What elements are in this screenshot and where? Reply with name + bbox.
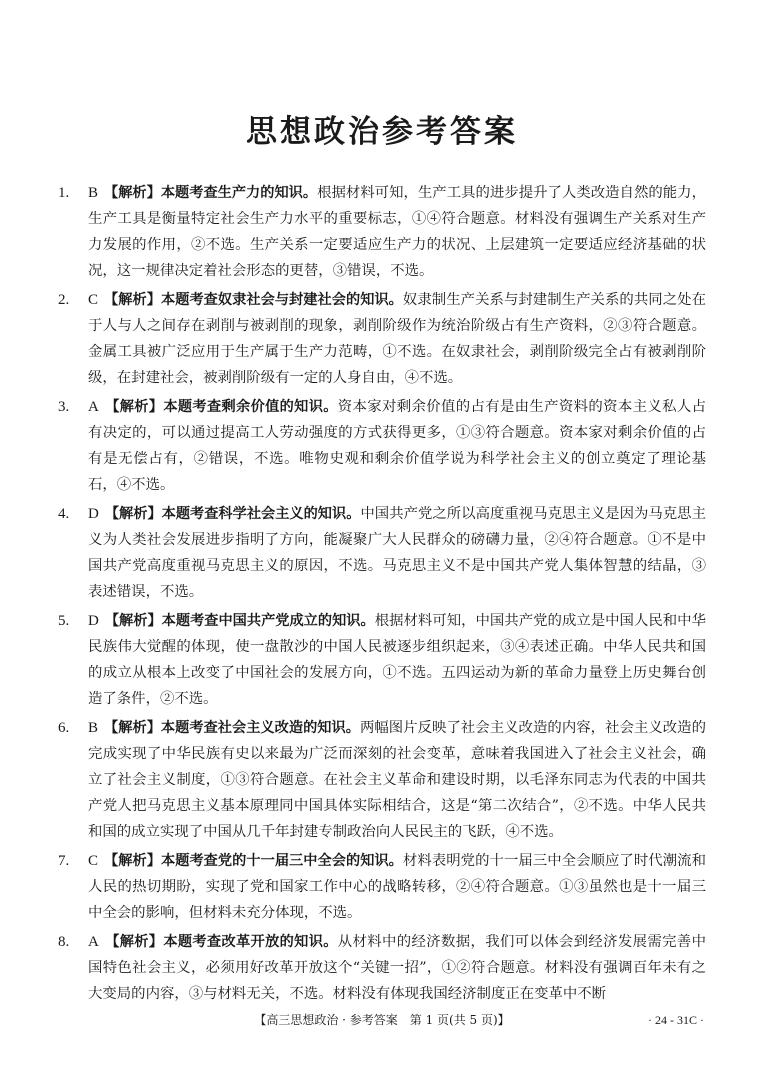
- answer-key: A: [88, 934, 99, 950]
- answer-key: D: [88, 506, 99, 522]
- answer-item: [58, 394, 706, 498]
- footer-page-info: 【高三思想政治 · 参考答案 第 1 页(共 5 页)】: [254, 1013, 510, 1027]
- question-number: 3.: [58, 399, 70, 415]
- answer-key: C: [88, 853, 99, 869]
- answer-explanation: 根据材料可知，生产工具的进步提升了人类改造自然的能力，生产工具是衡量特定社会生产力水平的重要标志，①④符合题意。材料没有强调生产关系对生产力发展的作用，②不选。生产关系一定要适应生产力的状况、上层建筑一定要适应经济基础的状况，这一规律决定着社会形态的更替，③错误，不选。: [88, 185, 706, 279]
- answer-item: [58, 501, 706, 605]
- answer-explanation: 从材料中的经济数据，我们可以体会到经济发展需完善中国特色社会主义，必须用好改革开放这个“关键一招”，①②符合题意。材料没有强调百年未有之大变局的内容，③与材料无关，不选。材料没有体现我国经济制度正在变革中不断: [88, 934, 706, 1002]
- page-title: 思想政治参考答案: [246, 114, 518, 150]
- answer-topic: 本题考查奴隶社会与封建社会的知识。: [160, 292, 403, 308]
- question-number: 1.: [58, 185, 70, 201]
- answer-item: [58, 848, 706, 926]
- answer-topic: 本题考查生产力的知识。: [160, 185, 318, 201]
- answer-key: C: [88, 292, 99, 308]
- analysis-tag: 【解析】: [104, 853, 161, 869]
- question-number: 6.: [58, 720, 70, 736]
- analysis-tag: 【解析】: [104, 185, 161, 201]
- analysis-tag: 【解析】: [104, 934, 164, 950]
- answer-item: [58, 715, 706, 845]
- answer-explanation: 材料表明党的十一届三中全会顺应了时代潮流和人民的热切期盼，实现了党和国家工作中心的战略转移，②④符合题意。①③虽然也是十一届三中全会的影响，但材料未充分体现，不选。: [88, 853, 706, 921]
- question-number: 5.: [58, 613, 70, 629]
- answer-key: A: [88, 399, 99, 415]
- analysis-tag: 【解析】: [104, 506, 162, 522]
- question-number: 2.: [58, 292, 70, 308]
- answer-explanation: 根据材料可知，中国共产党的成立是中国人民和中华民族伟大觉醒的体现，使一盘散沙的中国人民被逐步组织起来，③④表述正确。中华人民共和国的成立从根本上改变了中国社会的发展方向，①不选。五四运动为新的革命力量登上历史舞台创造了条件，②不选。: [88, 613, 706, 707]
- answer-key: B: [88, 185, 99, 201]
- answer-topic: 本题考查改革开放的知识。: [163, 934, 338, 950]
- answer-explanation: 奴隶制生产关系与封建制生产关系的共同之处在于人与人之间存在剥削与被剥削的现象，剥削阶级作为统治阶级占有生产资料，②③符合题意。金属工具被广泛应用于生产属于生产力范畴，①不选。在奴隶社会，剥削阶级完全占有被剥削阶级，在封建社会，被剥削阶级有一定的人身自由，④不选。: [88, 292, 706, 386]
- answer-topic: 本题考查科学社会主义的知识。: [161, 506, 361, 522]
- answer-topic: 本题考查剩余价值的知识。: [163, 399, 338, 415]
- question-number: 8.: [58, 934, 70, 950]
- answer-explanation: 资本家对剩余价值的占有是由生产资料的资本主义私人占有决定的，可以通过提高工人劳动强度的方式获得更多，①③符合题意。资本家对剩余价值的占有是无偿占有，②错误，不选。唯物史观和剩余价值学说为科学社会主义的创立奠定了理论基石，④不选。: [88, 399, 706, 493]
- question-number: 4.: [58, 506, 70, 522]
- answer-explanation: 两幅图片反映了社会主义改造的内容，社会主义改造的完成实现了中华民族有史以来最为广泛而深刻的社会变革，意味着我国进入了社会主义社会，确立了社会主义制度，①③符合题意。在社会主义革命和建设时期，以毛泽东同志为代表的中国共产党人把马克思主义基本原理同中国具体实际相结合，这是“第二次结合”，②不选。中华人民共和国的成立实现了中国从几千年封建专制政治向人民民主的飞跃，④不选。: [88, 720, 706, 840]
- question-number: 7.: [58, 853, 70, 869]
- answer-topic: 本题考查社会主义改造的知识。: [160, 720, 360, 736]
- answer-item: [58, 287, 706, 391]
- analysis-tag: 【解析】: [104, 292, 161, 308]
- page-footer: [0, 1009, 764, 1031]
- answer-topic: 本题考查党的十一届三中全会的知识。: [160, 853, 403, 869]
- answer-item: [58, 608, 706, 712]
- analysis-tag: 【解析】: [104, 720, 161, 736]
- answer-list: [58, 180, 706, 1010]
- analysis-tag: 【解析】: [104, 613, 162, 629]
- answer-item: [58, 180, 706, 284]
- answer-topic: 本题考查中国共产党成立的知识。: [161, 613, 375, 629]
- analysis-tag: 【解析】: [104, 399, 164, 415]
- answer-key: B: [88, 720, 99, 736]
- footer-code: · 24 - 31C ·: [648, 1013, 704, 1027]
- answer-key: D: [88, 613, 99, 629]
- answer-explanation: 中国共产党之所以高度重视马克思主义是因为马克思主义为人类社会发展进步指明了方向，能凝聚广大人民群众的磅礴力量，②④符合题意。①不是中国共产党高度重视马克思主义的原因，不选。马克思主义不是中国共产党人集体智慧的结晶，③表述错误，不选。: [88, 506, 706, 600]
- answer-item: [58, 929, 706, 1007]
